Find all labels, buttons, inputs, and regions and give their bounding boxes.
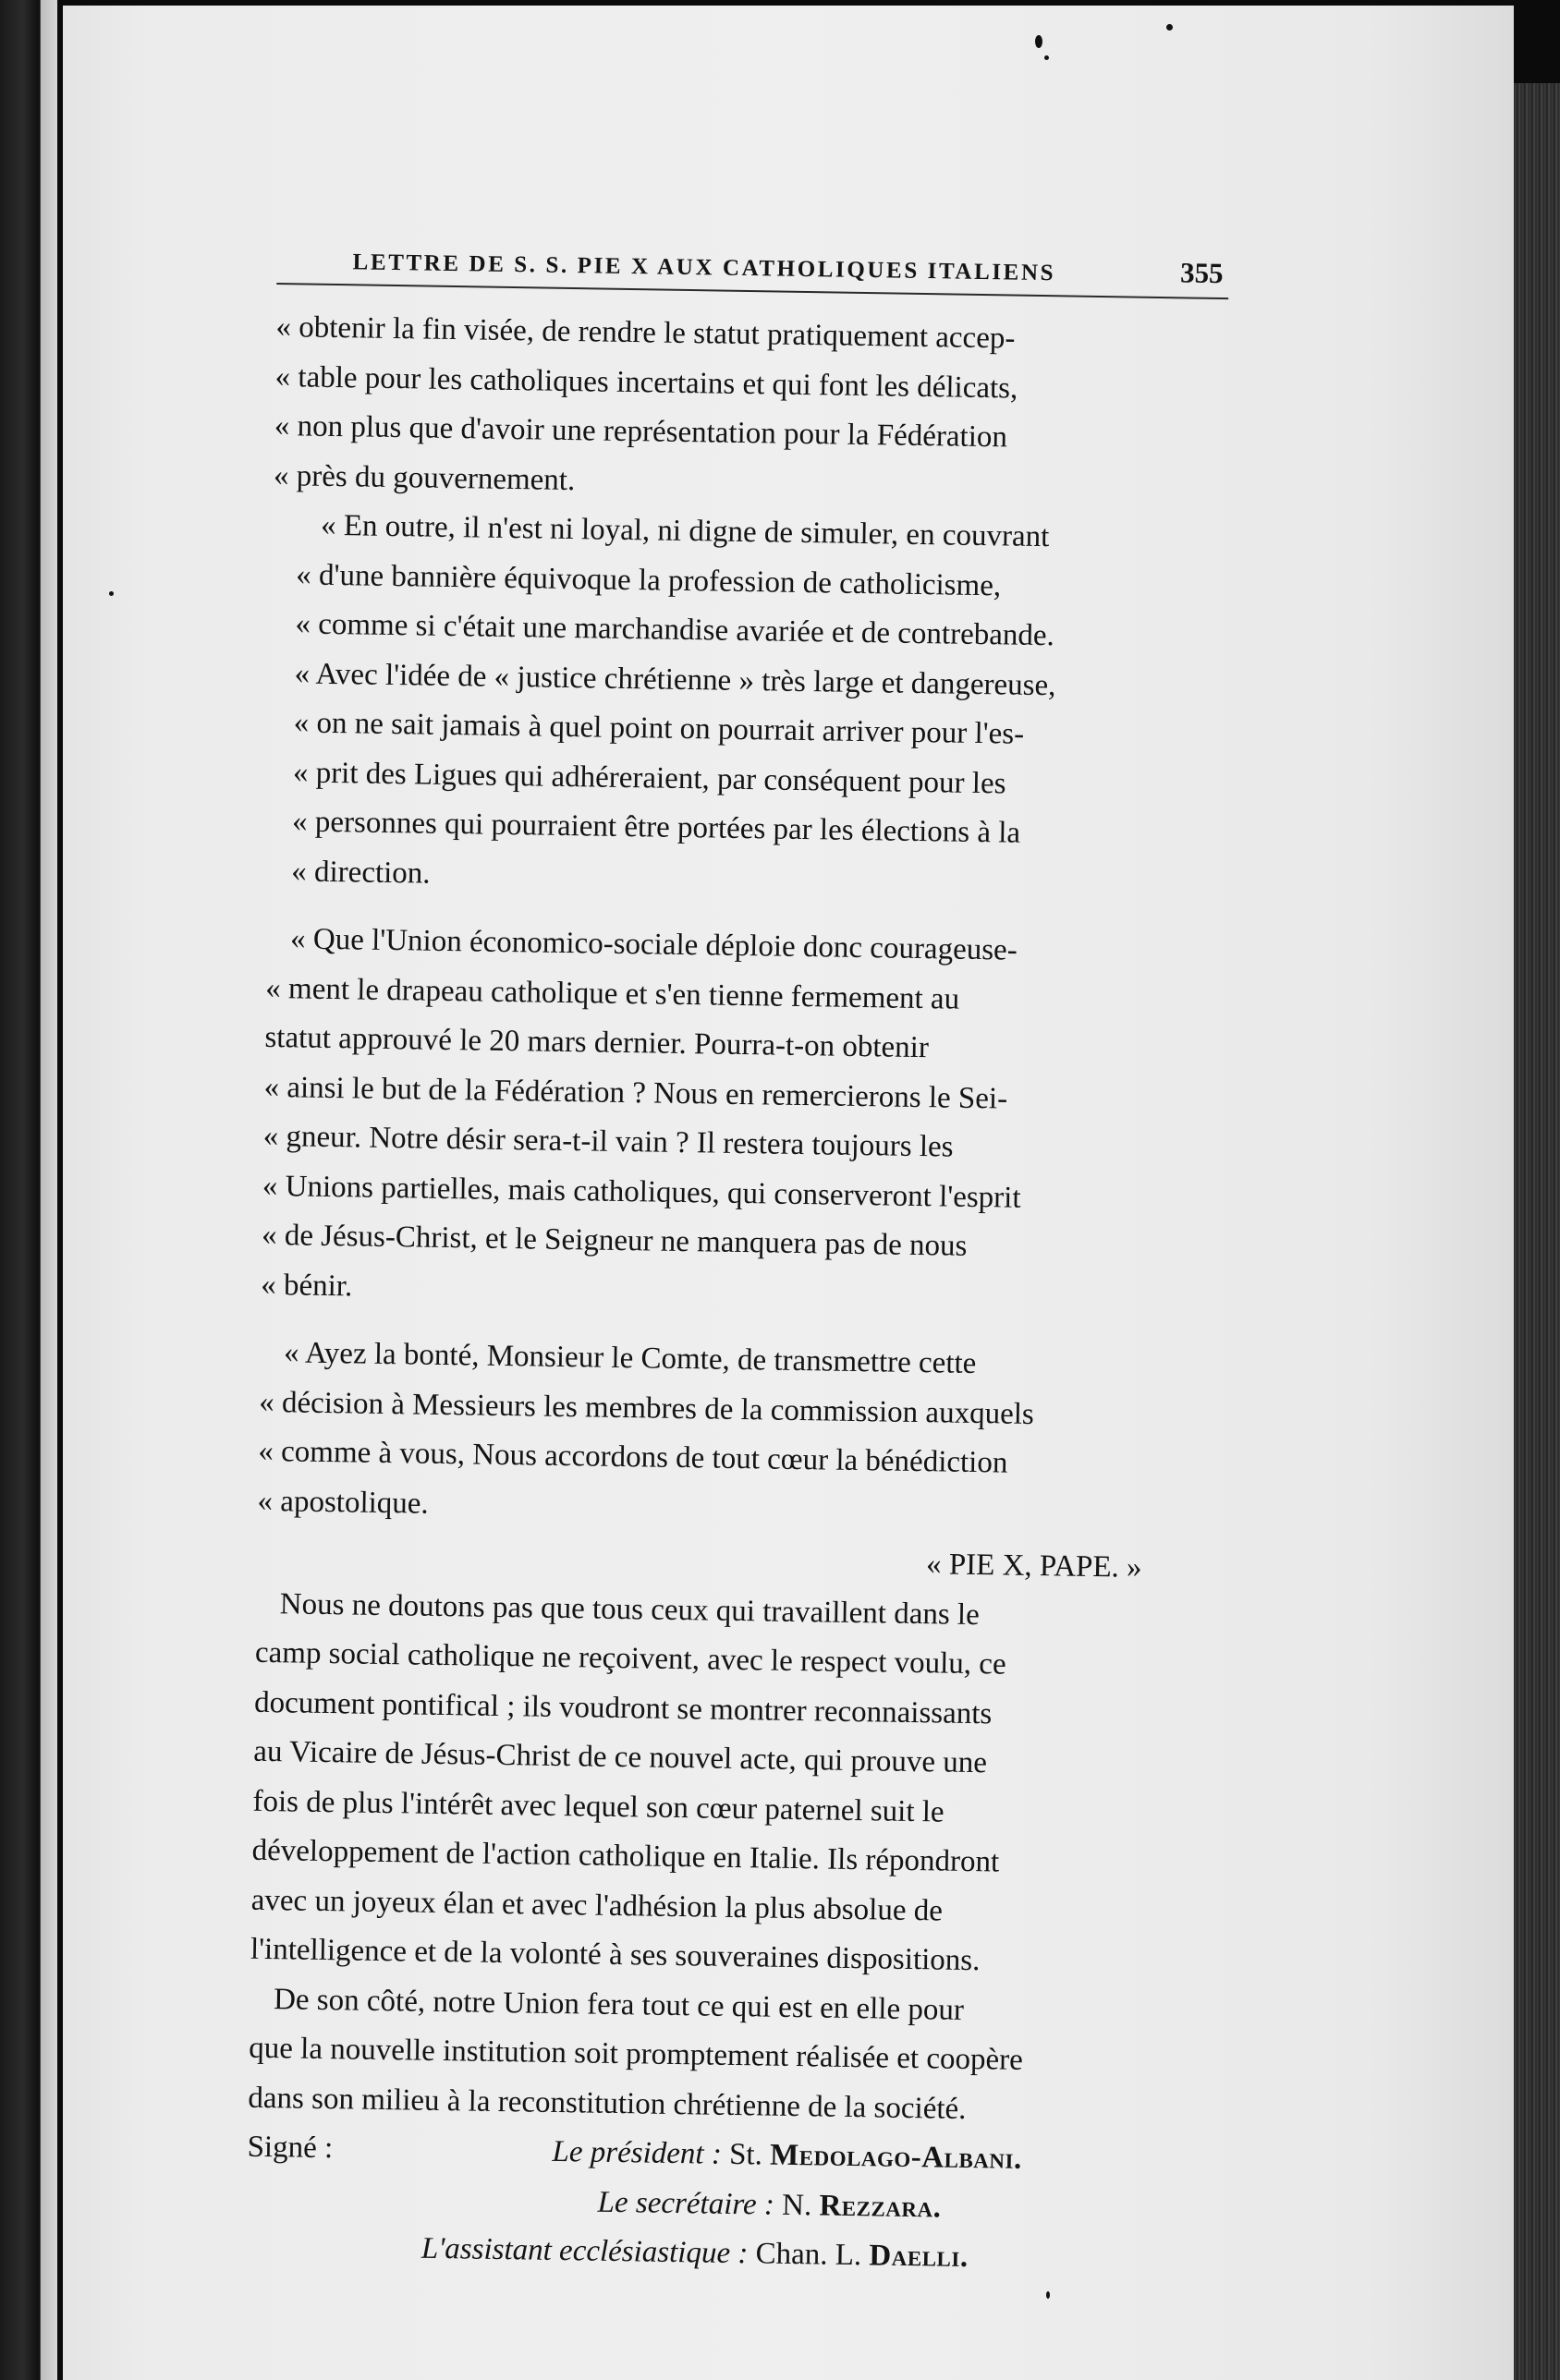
assistant-name-prefix: Chan. L. xyxy=(755,2237,862,2273)
text-line: « direction. xyxy=(291,854,431,891)
text-line: « gneur. Notre désir sera-t-il vain ? Il restera toujours les xyxy=(262,1119,954,1164)
book-binding xyxy=(0,0,57,2380)
president-name: Medolago-Albani. xyxy=(769,2138,1023,2176)
text-line: « apostolique. xyxy=(257,1484,430,1521)
text-line: fois de plus l'intérêt avec lequel son cœur paternel suit le xyxy=(252,1784,945,1829)
text-line: « table pour les catholiques incertains et qui font les délicats, xyxy=(274,359,1018,406)
text-line: « près du gouvernement. xyxy=(273,458,576,497)
text-line: camp social catholique ne reçoivent, avec le respect voulu, ce xyxy=(254,1635,1006,1682)
text-line: « comme si c'était une marchandise avariée et de contrebande. xyxy=(295,607,1055,653)
text-line: l'intelligence et de la volonté à ses souveraines dispositions. xyxy=(250,1932,981,1978)
text-line: « Que l'Union économico-sociale déploie donc courageuse- xyxy=(289,922,1018,967)
text-line: « personnes qui pourraient être portées par les élections à la xyxy=(291,805,1021,850)
text-line: « non plus que d'avoir une représentation pour la Fédération xyxy=(274,408,1008,455)
secretary-label: Le secrétaire : xyxy=(597,2185,775,2222)
text-line: « En outre, il n'est ni loyal, ni digne de simuler, en couvrant xyxy=(320,508,1050,554)
text-line: De son côté, notre Union fera tout ce qui est en elle pour xyxy=(273,1982,965,2027)
commentary-paragraph-1 xyxy=(250,1579,1209,1989)
text-line: avec un joyeux élan et avec l'adhésion la plus absolue de xyxy=(250,1883,944,1928)
signed-label: Signé : xyxy=(247,2130,334,2166)
text-line: statut approuvé le 20 mars dernier. Pourra-t-on obtenir xyxy=(264,1020,930,1065)
text-line: « prit des Ligues qui adhéreraient, par conséquent pour les xyxy=(292,755,1006,800)
president-name-prefix: St. xyxy=(728,2137,763,2172)
commentary-paragraph-2 xyxy=(248,1974,1201,2138)
text-line: « ainsi le but de la Fédération ? Nous en remercierons le Sei- xyxy=(263,1070,1008,1116)
text-line: document pontifical ; ils voudront se montrer reconnaissants xyxy=(253,1685,993,1730)
text-line: « Ayez la bonté, Monsieur le Comte, de transmettre cette xyxy=(283,1336,977,1381)
page-number: 355 xyxy=(1179,256,1224,290)
secretary-name: Rezzara. xyxy=(819,2188,942,2225)
text-line: « Unions partielles, mais catholiques, qui conserveront l'esprit xyxy=(262,1169,1021,1215)
text-line: « on ne sait jamais à quel point on pourrait arriver pour l'es- xyxy=(293,706,1025,751)
assistant-name: Daelli. xyxy=(869,2239,969,2275)
page-edge-top xyxy=(1514,0,1560,83)
text-line: « d'une bannière équivoque la profession de catholicisme, xyxy=(296,557,1002,602)
text-line: « comme à vous, Nous accordons de tout cœur la bénédiction xyxy=(258,1434,1008,1480)
text-line: que la nouvelle institution soit promptement réalisée et coopère xyxy=(249,2031,1024,2077)
assistant-label: L'assistant ecclésiastique : xyxy=(420,2231,749,2271)
letter-paragraph-1 xyxy=(274,303,1228,516)
text-line: « de Jésus-Christ, et le Seigneur ne manquera pas de nous xyxy=(261,1218,968,1263)
running-title: LETTRE DE S. S. PIE X AUX CATHOLIQUES ITALIENS xyxy=(352,249,1056,286)
text-line: au Vicaire de Jésus-Christ de ce nouvel acte, qui prouve une xyxy=(253,1734,988,1780)
letter-paragraph-2 xyxy=(267,501,1225,911)
letter-paragraph-3 xyxy=(261,915,1219,1325)
text-line: développement de l'action catholique en Italie. Ils répondront xyxy=(251,1833,1000,1879)
page-content xyxy=(245,242,1228,2286)
text-line: « Avec l'idée de « justice chrétienne » très large et dangereuse, xyxy=(294,656,1056,702)
text-line: Nous ne doutons pas que tous ceux qui travaillent dans le xyxy=(279,1586,981,1632)
text-line: « obtenir la fin visée, de rendre le statut pratiquement accep- xyxy=(275,310,1016,356)
pope-signature: « PIE X, PAPE. » xyxy=(925,1548,1142,1585)
text-line: dans son milieu à la reconstitution chrétienne de la société. xyxy=(248,2081,967,2126)
page-edge-stack xyxy=(1514,83,1560,2380)
text-line: « bénir. xyxy=(260,1268,353,1303)
text-line: « décision à Messieurs les membres de la commission auxquels xyxy=(258,1385,1035,1431)
secretary-name-prefix: N. xyxy=(781,2188,812,2222)
text-line: « ment le drapeau catholique et s'en tienne fermement au xyxy=(265,971,960,1016)
president-label: Le président : xyxy=(552,2134,723,2171)
letter-paragraph-4 xyxy=(257,1329,1212,1541)
